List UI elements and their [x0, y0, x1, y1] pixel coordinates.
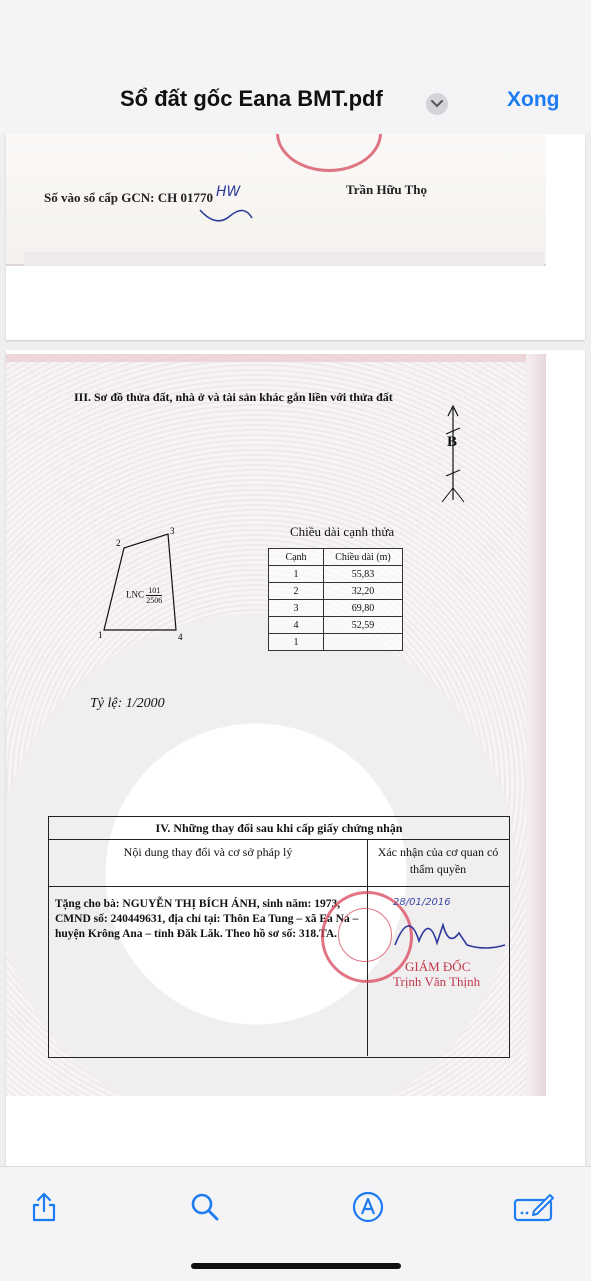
share-icon	[30, 1191, 58, 1223]
table-row	[269, 583, 403, 600]
markup-button[interactable]	[346, 1185, 390, 1229]
search-button[interactable]	[183, 1185, 227, 1229]
done-button[interactable]: Xong	[507, 88, 560, 111]
signer-name: Trịnh Văn Thịnh	[393, 974, 481, 989]
edge-cell: 4	[269, 617, 324, 634]
changes-table	[48, 816, 510, 1058]
point-label: 3	[170, 526, 175, 536]
home-indicator	[191, 1263, 401, 1269]
changes-title: IV. Những thay đổi sau khi cấp giấy chứng nhận	[49, 817, 509, 840]
edge-length-table	[268, 548, 403, 651]
length-cell	[324, 634, 403, 651]
edge-cell: 3	[269, 600, 324, 617]
chevron-down-icon	[431, 100, 443, 108]
pdf-page-2	[6, 350, 585, 1166]
column-header-confirm: Xác nhận của cơ quan có thẩm quyền	[377, 845, 499, 876]
sign-date: 28/01/2016	[393, 897, 451, 908]
title-menu-button[interactable]	[426, 93, 448, 115]
pdf-page-1	[6, 134, 585, 340]
table-header: Chiều dài (m)	[324, 549, 403, 566]
north-arrow-icon	[436, 404, 470, 504]
signer-name: Trần Hữu Thọ	[346, 182, 428, 197]
parcel-code: LNC	[126, 589, 144, 600]
page-edge	[24, 252, 544, 266]
length-cell: 52,59	[324, 617, 403, 634]
registry-number: Số vào sổ cấp GCN: CH 01770	[44, 190, 214, 205]
north-label: B	[447, 434, 458, 450]
document-title: Sổ đất gốc Eana BMT.pdf	[120, 86, 383, 111]
share-button[interactable]	[22, 1185, 66, 1229]
search-icon	[189, 1191, 221, 1223]
table-row	[269, 600, 403, 617]
stamp-fragment	[276, 134, 382, 172]
status-bar	[0, 0, 591, 60]
registry-handwritten: HW	[216, 184, 241, 200]
scanned-image	[6, 134, 546, 266]
section-title: III. Sơ đồ thửa đất, nhà ở và tài sản khác gắn liền với thửa đất	[74, 390, 393, 404]
pdf-viewer[interactable]	[0, 134, 591, 1166]
column-header-content: Nội dung thay đổi và cơ sở pháp lý	[123, 845, 293, 859]
table-row	[269, 617, 403, 634]
length-cell: 69,80	[324, 600, 403, 617]
changes-column-headers	[49, 840, 509, 887]
title-bar	[0, 60, 591, 135]
edge-cell: 1	[269, 566, 324, 583]
table-header: Cạnh	[269, 549, 324, 566]
edge-cell: 2	[269, 583, 324, 600]
parcel-label	[126, 586, 162, 605]
bottom-toolbar	[0, 1166, 591, 1281]
annotate-button[interactable]	[512, 1185, 556, 1229]
scale-label: Tỷ lệ: 1/2000	[90, 696, 165, 711]
change-content: Tặng cho bà: NGUYỄN THỊ BÍCH ÁNH, sinh năm: 1973, CMND số: 240449631, địa chỉ tại: Thôn Ea Tung – xã Ea Na – huyện Krông Ana – tỉnh Đăk Lăk. Theo hồ sơ số: 318.TA.	[55, 898, 359, 940]
annotate-icon	[512, 1191, 556, 1223]
edge-cell: 1	[269, 634, 324, 651]
point-label: 1	[98, 630, 103, 640]
handwritten-mark	[196, 204, 256, 226]
markup-icon	[351, 1190, 385, 1224]
page-edge	[526, 354, 546, 1096]
edge-table-caption: Chiều dài cạnh thửa	[290, 524, 395, 539]
point-label: 4	[178, 632, 183, 642]
length-cell: 55,83	[324, 566, 403, 583]
signer-role: GIÁM ĐỐC	[405, 959, 471, 974]
table-row	[269, 566, 403, 583]
signature	[389, 905, 509, 965]
page-edge	[6, 354, 546, 362]
point-label: 2	[116, 538, 121, 548]
length-cell: 32,20	[324, 583, 403, 600]
parcel-area: 2506	[146, 596, 163, 605]
scanned-image	[6, 354, 546, 1096]
table-row	[269, 634, 403, 651]
parcel-number: 101	[148, 586, 161, 595]
